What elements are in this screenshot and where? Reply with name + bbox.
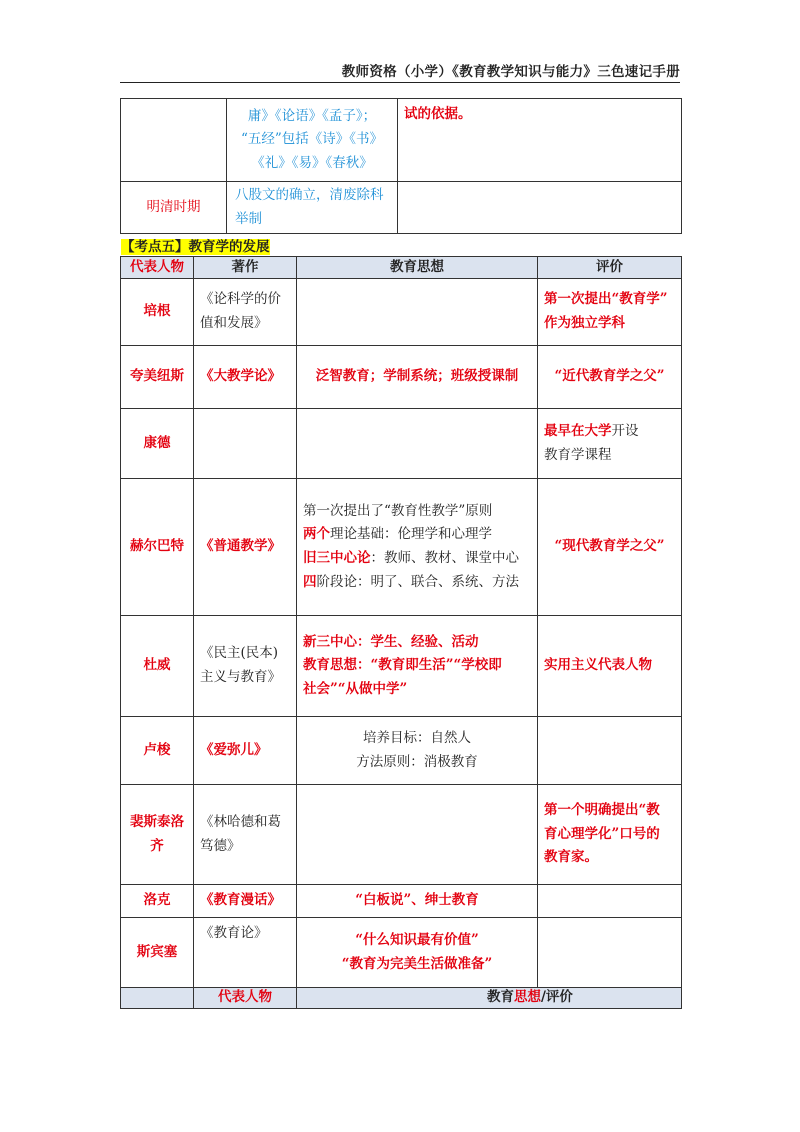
- footer-blank-cell: [121, 988, 194, 1009]
- works-cell: 《教育论》: [194, 918, 297, 988]
- note-cell: [398, 182, 682, 234]
- thought-cell: 培养目标：自然人 方法原则：消极教育: [297, 717, 538, 785]
- thought-cell: “白板说”、绅士教育: [297, 885, 538, 918]
- table-row: [121, 785, 682, 885]
- period-cell: [121, 99, 227, 182]
- thought-cell: 新三中心：学生、经验、活动 教育思想：“教育即生活”“学校即 社会”“从做中学”: [297, 616, 538, 717]
- person-cell: 杜威: [121, 616, 194, 717]
- person-cell: 培根: [121, 279, 194, 346]
- person-cell: 斯宾塞: [121, 918, 194, 988]
- person-cell: 洛克: [121, 885, 194, 918]
- period-cell: 明清时期: [121, 182, 227, 234]
- section-bracket: 【考点五】: [121, 239, 189, 255]
- table-row: [121, 885, 682, 918]
- exam-cell: 八股文的确立，清废除科 举制: [227, 182, 398, 234]
- thought-cell: [297, 409, 538, 479]
- col-header-works: 著作: [194, 257, 297, 279]
- thought-cell: [297, 785, 538, 885]
- works-cell: 《爱弥儿》: [194, 717, 297, 785]
- table-row: [121, 479, 682, 616]
- note-cell: 试的依据。: [398, 99, 682, 182]
- table-header-row: [121, 257, 682, 279]
- person-cell: 康德: [121, 409, 194, 479]
- footer-person: 代表人物: [194, 988, 297, 1009]
- table-row: [121, 717, 682, 785]
- evaluation-cell: 第一次提出“教育学” 作为独立学科: [538, 279, 682, 346]
- works-cell: 《教育漫话》: [194, 885, 297, 918]
- works-cell: 《普通教学》: [194, 479, 297, 616]
- evaluation-cell: “现代教育学之父”: [538, 479, 682, 616]
- evaluation-cell: “近代教育学之父”: [538, 346, 682, 409]
- thought-cell: 第一次提出了“教育性教学”原则 两个理论基础：伦理学和心理学 旧三中心论：教师、教材、课堂中心 四阶段论：明了、联合、系统、方法: [297, 479, 538, 616]
- works-cell: 《民主(民本) 主义与教育》: [194, 616, 297, 717]
- works-cell: 《林哈德和葛 笃德》: [194, 785, 297, 885]
- person-cell: 赫尔巴特: [121, 479, 194, 616]
- thought-cell: 泛智教育；学制系统；班级授课制: [297, 346, 538, 409]
- thought-cell: [297, 279, 538, 346]
- classics-cell: 庸》《论语》《孟子》； “五经”包括《诗》《书》 《礼》《易》《春秋》: [227, 99, 398, 182]
- page-header: [120, 60, 680, 83]
- evaluation-cell: [538, 918, 682, 988]
- section-title: [121, 235, 270, 255]
- col-header-person: 代表人物: [121, 257, 194, 279]
- evaluation-cell: 实用主义代表人物: [538, 616, 682, 717]
- education-history-table: [120, 256, 682, 1009]
- table-row: [121, 409, 682, 479]
- thought-cell: “什么知识最有价值” “教育为完美生活做准备”: [297, 918, 538, 988]
- table-row: [121, 182, 682, 234]
- header-title: 教师资格（小学）《教育教学知识与能力》三色速记手册: [341, 64, 680, 80]
- works-cell: [194, 409, 297, 479]
- table-row: [121, 279, 682, 346]
- table-row: [121, 616, 682, 717]
- table-footer-row: [121, 988, 682, 1009]
- table-row: [121, 99, 682, 182]
- works-cell: 《大教学论》: [194, 346, 297, 409]
- table-row: [121, 918, 682, 988]
- evaluation-cell: 最早在大学开设 教育学课程: [538, 409, 682, 479]
- evaluation-cell: [538, 717, 682, 785]
- person-cell: 夸美纽斯: [121, 346, 194, 409]
- evaluation-cell: 第一个明确提出“教 育心理学化”口号的 教育家。: [538, 785, 682, 885]
- person-cell: 卢梭: [121, 717, 194, 785]
- person-cell: 裴斯泰洛 齐: [121, 785, 194, 885]
- evaluation-cell: [538, 885, 682, 918]
- footer-thought: 教育思想/评价: [297, 988, 682, 1009]
- works-cell: 《论科学的价 值和发展》: [194, 279, 297, 346]
- table-row: [121, 346, 682, 409]
- top-table: [120, 98, 682, 234]
- col-header-evaluation: 评价: [538, 257, 682, 279]
- section-heading: 教育学的发展: [188, 239, 270, 255]
- col-header-thought: 教育思想: [297, 257, 538, 279]
